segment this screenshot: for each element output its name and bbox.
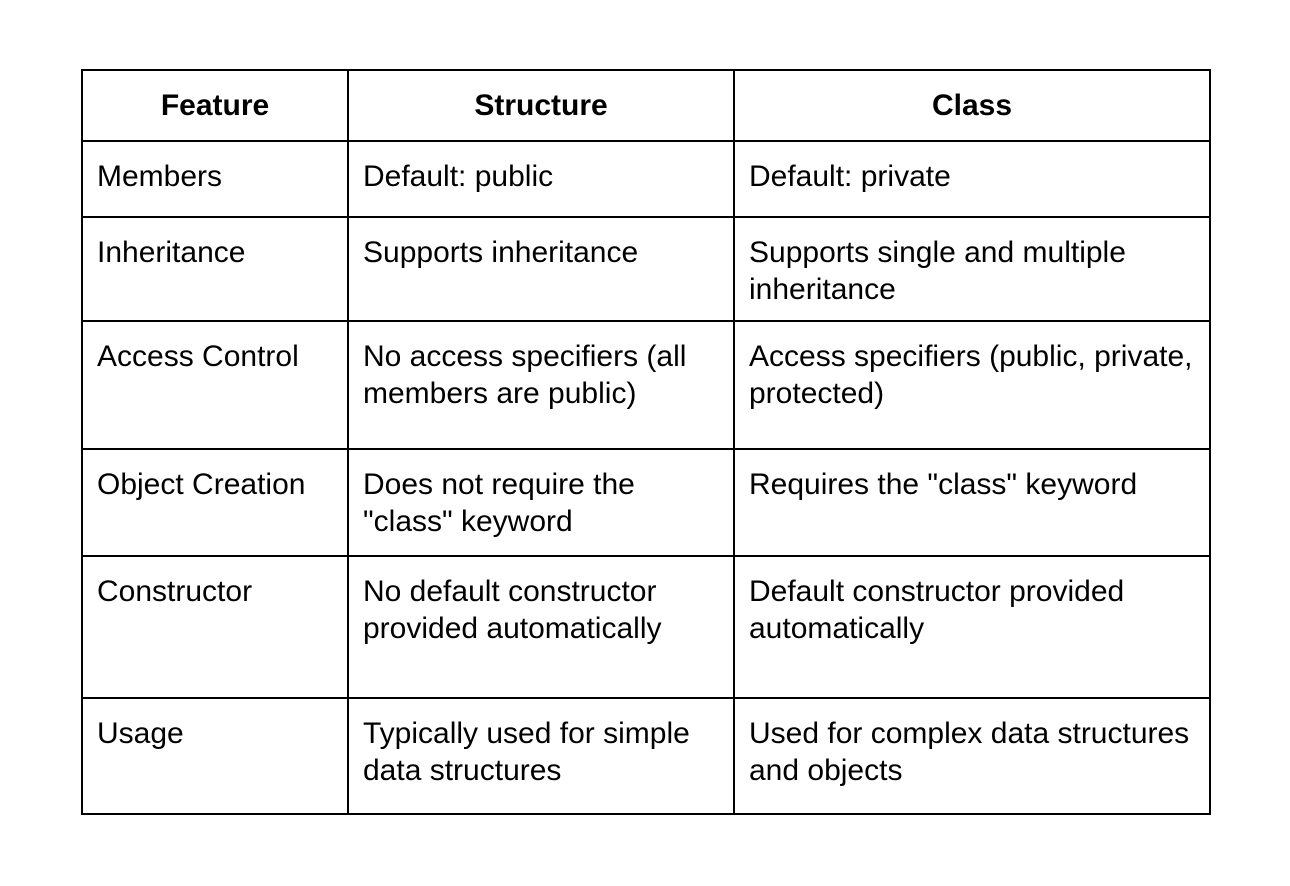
- table-row: [82, 556, 1210, 698]
- class-cell: Access specifiers (public, private, protected): [734, 321, 1210, 449]
- comparison-table: [81, 69, 1211, 815]
- structure-cell: Supports inheritance: [348, 217, 734, 321]
- feature-cell: Usage: [82, 698, 348, 814]
- header-feature: Feature: [82, 70, 348, 141]
- feature-cell: Object Creation: [82, 449, 348, 556]
- class-cell: Default constructor provided automatically: [734, 556, 1210, 698]
- structure-cell: No default constructor provided automatically: [348, 556, 734, 698]
- header-structure: Structure: [348, 70, 734, 141]
- table-row: [82, 217, 1210, 321]
- feature-cell: Inheritance: [82, 217, 348, 321]
- feature-cell: Access Control: [82, 321, 348, 449]
- table-row: [82, 321, 1210, 449]
- class-cell: Used for complex data structures and objects: [734, 698, 1210, 814]
- class-cell: Supports single and multiple inheritance: [734, 217, 1210, 321]
- feature-cell: Members: [82, 141, 348, 217]
- structure-cell: Does not require the "class" keyword: [348, 449, 734, 556]
- comparison-table-container: [81, 69, 1211, 815]
- table-row: [82, 698, 1210, 814]
- structure-cell: Default: public: [348, 141, 734, 217]
- class-cell: Default: private: [734, 141, 1210, 217]
- structure-cell: Typically used for simple data structures: [348, 698, 734, 814]
- feature-cell: Constructor: [82, 556, 348, 698]
- class-cell: Requires the "class" keyword: [734, 449, 1210, 556]
- table-row: [82, 141, 1210, 217]
- structure-cell: No access specifiers (all members are public): [348, 321, 734, 449]
- table-row: [82, 449, 1210, 556]
- header-row: [82, 70, 1210, 141]
- header-class: Class: [734, 70, 1210, 141]
